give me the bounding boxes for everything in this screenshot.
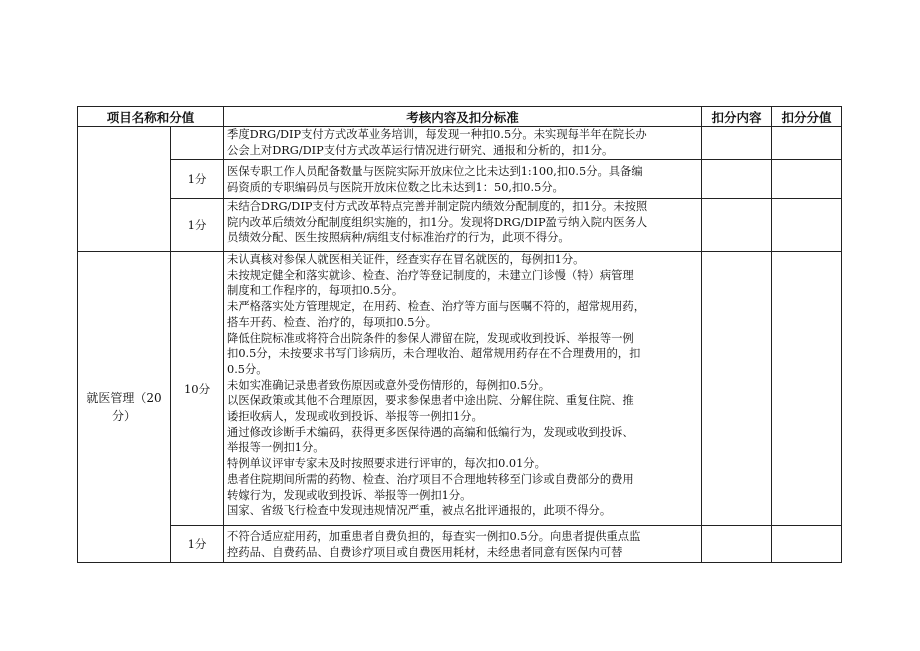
deduct-content-cell[interactable] — [702, 127, 772, 160]
score-cell: 10分 — [171, 252, 224, 526]
content-line: 举报等一例扣1分。 — [227, 441, 325, 455]
content-line: 未严格落实处方管理规定，在用药、检查、治疗等方面与医嘱不符的，超常规用药， — [227, 300, 646, 314]
content-line: 降低住院标准或将符合出院条件的参保人滞留在院，发现或收到投诉、举报等一例 — [227, 331, 634, 345]
deduct-content-cell[interactable] — [702, 199, 772, 252]
header-deduct-points: 扣分分值 — [772, 107, 842, 127]
content-line: 通过修改诊断手术编码，获得更多医保待遇的高编和低编行为，发现或收到投诉、 — [227, 425, 634, 439]
table-row — [78, 160, 842, 199]
content-line: 季度DRG/DIP支付方式改革业务培训，每发现一种扣0.5分。未实现每半年在院长办 — [227, 128, 647, 141]
content-cell — [224, 127, 702, 160]
table-row — [78, 199, 842, 252]
content-line: 医保专职工作人员配备数量与医院实际开放床位之比未达到1:100,扣0.5分。具备编 — [227, 165, 643, 178]
header-item-score: 项目名称和分值 — [78, 107, 224, 127]
content-line: 以医保政策或其他不合理原因，要求参保患者中途出院、分解住院、重复住院、推 — [227, 394, 634, 408]
content-line: 制度和工作程序的，每项扣0.5分。 — [227, 284, 404, 298]
assessment-table — [77, 106, 842, 563]
content-line: 诿拒收病人，发现或收到投诉、举报等一例扣1分。 — [227, 410, 483, 424]
content-cell — [224, 160, 702, 199]
deduct-content-cell[interactable] — [702, 160, 772, 199]
table-row — [78, 252, 842, 526]
deduct-points-cell[interactable] — [772, 199, 842, 252]
content-line: 特例单议评审专家未及时按照要求进行评审的，每次扣0.01分。 — [227, 457, 546, 471]
content-line: 国家、省级飞行检查中发现违规情况严重，被点名批评通报的，此项不得分。 — [227, 504, 612, 518]
content-line: 搭车开药、检查、治疗的，每项扣0.5分。 — [227, 315, 438, 329]
header-deduct-content: 扣分内容 — [702, 107, 772, 127]
deduct-points-cell[interactable] — [772, 160, 842, 199]
score-cell: 1分 — [171, 526, 224, 563]
content-line: 公会上对DRG/DIP支付方式改革运行情况进行研究、通报和分析的，扣1分。 — [227, 143, 614, 157]
deduct-content-cell[interactable] — [702, 526, 772, 563]
content-line: 转嫁行为，发现或收到投诉、举报等一例扣1分。 — [227, 488, 472, 502]
table-row — [78, 526, 842, 563]
content-line: 患者住院期间所需的药物、检查、治疗项目不合理地转移至门诊或自费部分的费用 — [227, 472, 634, 486]
content-line: 0.5分。 — [227, 362, 268, 376]
content-line: 未结合DRG/DIP支付方式改革特点完善并制定院内绩效分配制度的，扣1分。未按照 — [227, 200, 648, 213]
table-row — [78, 127, 842, 160]
content-line: 不符合适应症用药，加重患者自费负担的，每查实一例扣0.5分。向患者提供重点监 — [227, 530, 641, 543]
content-cell — [224, 526, 702, 563]
content-cell — [224, 199, 702, 252]
deduct-points-cell[interactable] — [772, 252, 842, 526]
score-cell — [171, 127, 224, 160]
header-content: 考核内容及扣分标准 — [224, 107, 702, 127]
content-line: 未如实准确记录患者致伤原因或意外受伤情形的，每例扣0.5分。 — [227, 378, 550, 392]
content-line: 员绩效分配、医生按照病种/病组支付标准治疗的行为，此项不得分。 — [227, 231, 570, 245]
deduct-points-cell[interactable] — [772, 127, 842, 160]
content-line: 扣0.5分，未按要求书写门诊病历，未合理收治、超常规用药存在不合理费用的，扣 — [227, 347, 641, 361]
content-line: 码资质的专职编码员与医院开放床位数之比未达到1：50,扣0.5分。 — [227, 180, 564, 194]
content-cell — [224, 252, 702, 526]
table-header-row — [78, 107, 842, 127]
score-cell: 1分 — [171, 199, 224, 252]
content-line: 院内改革后绩效分配制度组织实施的，扣1分。发现将DRG/DIP盈亏纳入院内医务人 — [227, 215, 648, 229]
content-line: 未认真核对参保人就医相关证件，经查实存在冒名就医的，每例扣1分。 — [227, 253, 585, 266]
content-line: 控药品、自费药品、自费诊疗项目或自费医用耗材，未经患者同意有医保内可替 — [227, 545, 623, 559]
deduct-content-cell[interactable] — [702, 252, 772, 526]
category-cell-empty — [78, 127, 171, 252]
content-line: 未按规定健全和落实就诊、检查、治疗等登记制度的，未建立门诊慢（特）病管理 — [227, 268, 634, 282]
score-cell: 1分 — [171, 160, 224, 199]
deduct-points-cell[interactable] — [772, 526, 842, 563]
category-cell: 就医管理（20分） — [78, 252, 171, 563]
